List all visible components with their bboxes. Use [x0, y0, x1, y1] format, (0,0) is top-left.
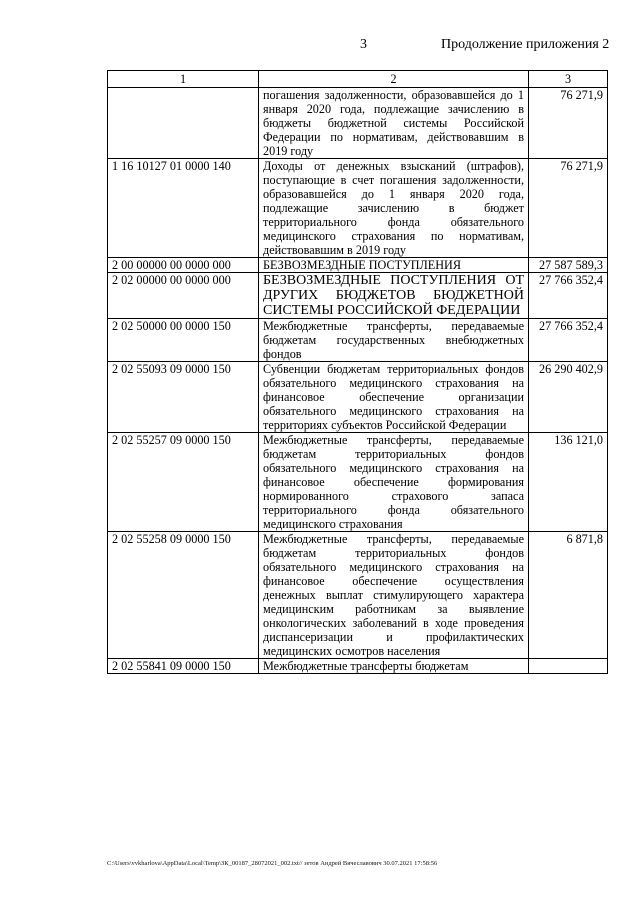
row-description: БЕЗВОЗМЕЗДНЫЕ ПОСТУПЛЕНИЯ ОТ ДРУГИХ БЮДЖЕТОВ БЮДЖЕТНОЙ СИСТЕМЫ РОССИЙСКОЙ ФЕДЕРАЦИИ	[259, 273, 529, 319]
column-header-1: 1	[108, 71, 259, 88]
table-row	[108, 159, 608, 258]
row-amount: 136 121,0	[529, 433, 608, 532]
row-description: Межбюджетные трансферты бюджетам	[259, 659, 529, 674]
table-row	[108, 532, 608, 659]
row-amount: 76 271,9	[529, 159, 608, 258]
table-row	[108, 362, 608, 433]
budget-code: 2 02 55258 09 0000 150	[108, 532, 259, 659]
table-row	[108, 433, 608, 532]
page-number: 3	[360, 37, 367, 52]
budget-code: 2 00 00000 00 0000 000	[108, 258, 259, 273]
row-amount: 27 766 352,4	[529, 273, 608, 319]
table-row	[108, 319, 608, 362]
row-amount: 26 290 402,9	[529, 362, 608, 433]
table-row	[108, 659, 608, 674]
row-description: Межбюджетные трансферты, передаваемые бюджетам государственных внебюджетных фондов	[259, 319, 529, 362]
row-amount: 27 766 352,4	[529, 319, 608, 362]
column-header-2: 2	[259, 71, 529, 88]
table-row	[108, 88, 608, 159]
row-description: Межбюджетные трансферты, передаваемые бюджетам территориальных фондов обязательного медицинского страхования на финансовое обеспечение формирования нормированного страхового запаса территориального фонда обязательного медицинского страхования	[259, 433, 529, 532]
budget-code: 2 02 00000 00 0000 000	[108, 273, 259, 319]
row-amount: 6 871,8	[529, 532, 608, 659]
row-amount	[529, 659, 608, 674]
table-header-row	[108, 71, 608, 88]
appendix-continuation-title: Продолжение приложения 2	[441, 37, 610, 52]
row-description: погашения задолженности, образовавшейся до 1 января 2020 года, подлежащие зачислению в бюджеты бюджетной системы Российской Федерации по нормативам, действовавшим в 2019 году	[259, 88, 529, 159]
row-description: Межбюджетные трансферты, передаваемые бюджетам территориальных фондов обязательного медицинского страхования на финансовое обеспечение осуществления денежных выплат стимулирующего характера медицинским работникам за выявление онкологических заболеваний в ходе проведения диспансеризации и профилактических медицинских осмотров населения	[259, 532, 529, 659]
row-amount: 76 271,9	[529, 88, 608, 159]
budget-code: 2 02 55257 09 0000 150	[108, 433, 259, 532]
budget-code: 2 02 55093 09 0000 150	[108, 362, 259, 433]
revenue-table	[107, 70, 608, 674]
row-amount: 27 587 589,3	[529, 258, 608, 273]
table-row	[108, 258, 608, 273]
budget-code: 2 02 55841 09 0000 150	[108, 659, 259, 674]
file-path-footer: C:\Users\vvkharlova\AppData\Local\Temp\ЗК_00187_28072021_002.txt// зетов Андрей Вячеславович 30.07.2021 17:58:56	[107, 860, 438, 867]
budget-code: 2 02 50000 00 0000 150	[108, 319, 259, 362]
row-description: Субвенции бюджетам территориальных фондов обязательного медицинского страхования на финансовое обеспечение организации обязательного медицинского страхования на территориях субъектов Российской Федерации	[259, 362, 529, 433]
table-row	[108, 273, 608, 319]
budget-code: 1 16 10127 01 0000 140	[108, 159, 259, 258]
row-description: БЕЗВОЗМЕЗДНЫЕ ПОСТУПЛЕНИЯ	[259, 258, 529, 273]
budget-code	[108, 88, 259, 159]
row-description: Доходы от денежных взысканий (штрафов), поступающие в счет погашения задолженности, образовавшейся до 1 января 2020 года, подлежащие зачислению в бюджет территориального фонда обязательного медицинского страхования по нормативам, действовавшим в 2019 году	[259, 159, 529, 258]
column-header-3: 3	[529, 71, 608, 88]
